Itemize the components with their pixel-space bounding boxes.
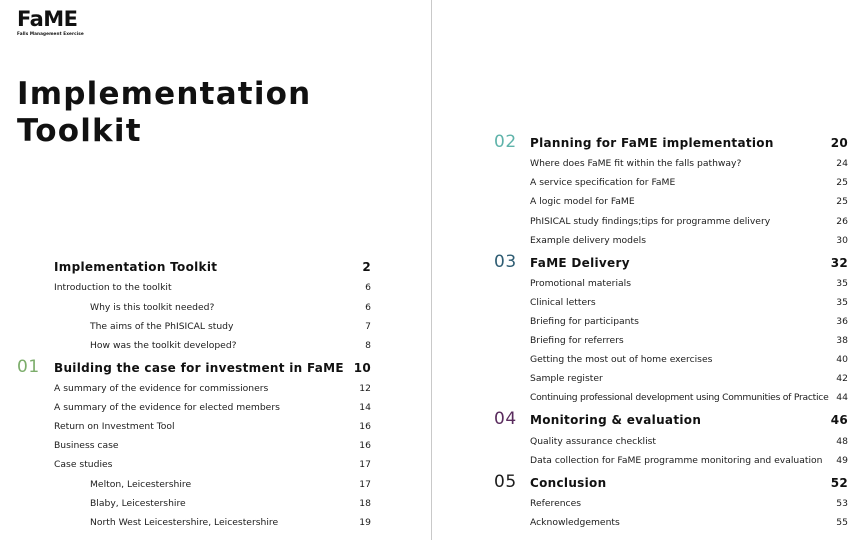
toc-heading-section-04[interactable] xyxy=(530,411,848,429)
toc-heading-section-03[interactable] xyxy=(530,254,848,272)
toc-subentry[interactable] xyxy=(90,336,371,354)
toc-entry-page: 42 xyxy=(836,372,848,384)
toc-entry-text: Business case xyxy=(54,439,119,451)
toc-heading-section-02[interactable] xyxy=(530,134,848,152)
toc-subentry[interactable] xyxy=(90,475,371,493)
toc-entry[interactable] xyxy=(530,350,848,368)
toc-entry-text: Clinical letters xyxy=(530,296,596,308)
toc-entry-text: Continuing professional development using Communities of Practice xyxy=(530,391,829,403)
document-title xyxy=(17,76,311,150)
toc-entry-text: Promotional materials xyxy=(530,277,631,289)
toc-entry[interactable] xyxy=(530,212,848,230)
toc-entry-text: A summary of the evidence for commissioners xyxy=(54,382,269,394)
toc-entry-page: 7 xyxy=(365,320,371,332)
toc-entry-page: 30 xyxy=(836,234,848,246)
toc-entry-text: Example delivery models xyxy=(530,234,646,246)
toc-entry[interactable] xyxy=(530,154,848,172)
toc-entry-page: 17 xyxy=(359,458,371,470)
toc-heading-page: 10 xyxy=(353,361,371,375)
toc-heading-section-05[interactable] xyxy=(530,474,848,492)
toc-heading-title: Planning for FaME implementation xyxy=(530,136,774,150)
toc-entry-text: A service specification for FaME xyxy=(530,176,676,188)
section-number-03: 03 xyxy=(494,252,517,272)
title-line-1: Implementation xyxy=(17,76,312,112)
toc-heading-title: Monitoring & evaluation xyxy=(530,413,702,427)
toc-entry-page: 26 xyxy=(836,215,848,227)
toc-entry-page: 44 xyxy=(836,391,848,403)
toc-entry-page: 6 xyxy=(365,301,371,313)
toc-entry[interactable] xyxy=(54,278,371,296)
toc-entry-text: Melton, Leicestershire xyxy=(90,478,192,490)
logo-tagline: Falls Management Exercise xyxy=(17,31,84,36)
toc-entry-page: 35 xyxy=(836,296,848,308)
toc-entry-text: Introduction to the toolkit xyxy=(54,281,172,293)
title-line-2: Toolkit xyxy=(17,113,142,149)
toc-entry-page: 16 xyxy=(359,420,371,432)
toc-entry[interactable] xyxy=(54,436,371,454)
toc-entry[interactable] xyxy=(530,173,848,191)
toc-entry-page: 12 xyxy=(359,382,371,394)
toc-entry-text: Blaby, Leicestershire xyxy=(90,497,186,509)
toc-entry-text: How was the toolkit developed? xyxy=(90,339,237,351)
toc-entry-text: Sample register xyxy=(530,372,603,384)
toc-entry-page: 16 xyxy=(359,439,371,451)
toc-entry-text: Why is this toolkit needed? xyxy=(90,301,215,313)
toc-entry-page: 8 xyxy=(365,339,371,351)
toc-entry[interactable] xyxy=(54,398,371,416)
toc-entry-page: 25 xyxy=(836,176,848,188)
toc-entry-text: Acknowledgements xyxy=(530,516,620,528)
toc-entry[interactable] xyxy=(530,192,848,210)
toc-entry-text: References xyxy=(530,497,582,509)
toc-subentry[interactable] xyxy=(90,317,371,335)
toc-entry[interactable] xyxy=(530,494,848,512)
toc-entry-text: Where does FaME fit within the falls pathway? xyxy=(530,157,742,169)
toc-entry-page: 18 xyxy=(359,497,371,509)
toc-entry[interactable] xyxy=(54,417,371,435)
toc-entry[interactable] xyxy=(530,312,848,330)
toc-heading-implementation-toolkit[interactable] xyxy=(54,258,371,276)
toc-entry-page: 48 xyxy=(836,435,848,447)
toc-heading-page: 2 xyxy=(362,260,371,274)
toc-heading-page: 46 xyxy=(830,413,848,427)
toc-entry-page: 38 xyxy=(836,334,848,346)
toc-heading-section-01[interactable] xyxy=(54,359,371,377)
toc-heading-title: FaME Delivery xyxy=(530,256,630,270)
toc-entry-text: Getting the most out of home exercises xyxy=(530,353,713,365)
toc-entry[interactable] xyxy=(530,369,848,387)
toc-entry[interactable] xyxy=(530,274,848,292)
toc-entry-page: 14 xyxy=(359,401,371,413)
toc-subentry[interactable] xyxy=(90,513,371,531)
toc-entry-text: Return on Investment Tool xyxy=(54,420,175,432)
toc-entry-text: A logic model for FaME xyxy=(530,195,635,207)
toc-entry-page: 25 xyxy=(836,195,848,207)
toc-entry-page: 6 xyxy=(365,281,371,293)
toc-entry-text: The aims of the PhISICAL study xyxy=(90,320,234,332)
toc-entry[interactable] xyxy=(530,432,848,450)
toc-entry[interactable] xyxy=(54,379,371,397)
toc-entry-page: 19 xyxy=(359,516,371,528)
toc-entry-text: PhISICAL study findings;tips for programme delivery xyxy=(530,215,771,227)
section-number-04: 04 xyxy=(494,409,517,429)
toc-entry-page: 17 xyxy=(359,478,371,490)
toc-entry-page: 36 xyxy=(836,315,848,327)
toc-heading-page: 32 xyxy=(830,256,848,270)
toc-entry-text: Data collection for FaME programme monitoring and evaluation xyxy=(530,454,823,466)
toc-entry-text: Briefing for participants xyxy=(530,315,639,327)
toc-entry-page: 35 xyxy=(836,277,848,289)
toc-entry[interactable] xyxy=(530,388,848,406)
toc-entry[interactable] xyxy=(530,231,848,249)
toc-entry-page: 40 xyxy=(836,353,848,365)
toc-heading-title: Building the case for investment in FaME xyxy=(54,361,344,375)
toc-entry[interactable] xyxy=(54,455,371,473)
right-page xyxy=(433,0,857,540)
toc-subentry[interactable] xyxy=(90,494,371,512)
logo-wordmark: FaME xyxy=(17,7,78,31)
toc-entry[interactable] xyxy=(530,451,848,469)
toc-entry[interactable] xyxy=(530,331,848,349)
toc-entry-page: 49 xyxy=(836,454,848,466)
toc-heading-page: 20 xyxy=(830,136,848,150)
page-spine-divider xyxy=(431,0,432,540)
toc-entry[interactable] xyxy=(530,293,848,311)
toc-entry-text: A summary of the evidence for elected members xyxy=(54,401,280,413)
toc-heading-title: Conclusion xyxy=(530,476,607,490)
section-number-01: 01 xyxy=(17,357,40,377)
section-number-02: 02 xyxy=(494,132,517,152)
toc-entry-page: 24 xyxy=(836,157,848,169)
toc-entry-text: Briefing for referrers xyxy=(530,334,624,346)
toc-heading-title: Implementation Toolkit xyxy=(54,260,218,274)
toc-entry[interactable] xyxy=(530,513,848,531)
toc-entry-text: Quality assurance checklist xyxy=(530,435,657,447)
toc-entry-page: 55 xyxy=(836,516,848,528)
fame-logo xyxy=(17,8,84,36)
toc-entry-text: Case studies xyxy=(54,458,113,470)
toc-entry-text: North West Leicestershire, Leicestershire xyxy=(90,516,279,528)
section-number-05: 05 xyxy=(494,472,517,492)
toc-heading-page: 52 xyxy=(830,476,848,490)
toc-entry-page: 53 xyxy=(836,497,848,509)
toc-subentry[interactable] xyxy=(90,298,371,316)
